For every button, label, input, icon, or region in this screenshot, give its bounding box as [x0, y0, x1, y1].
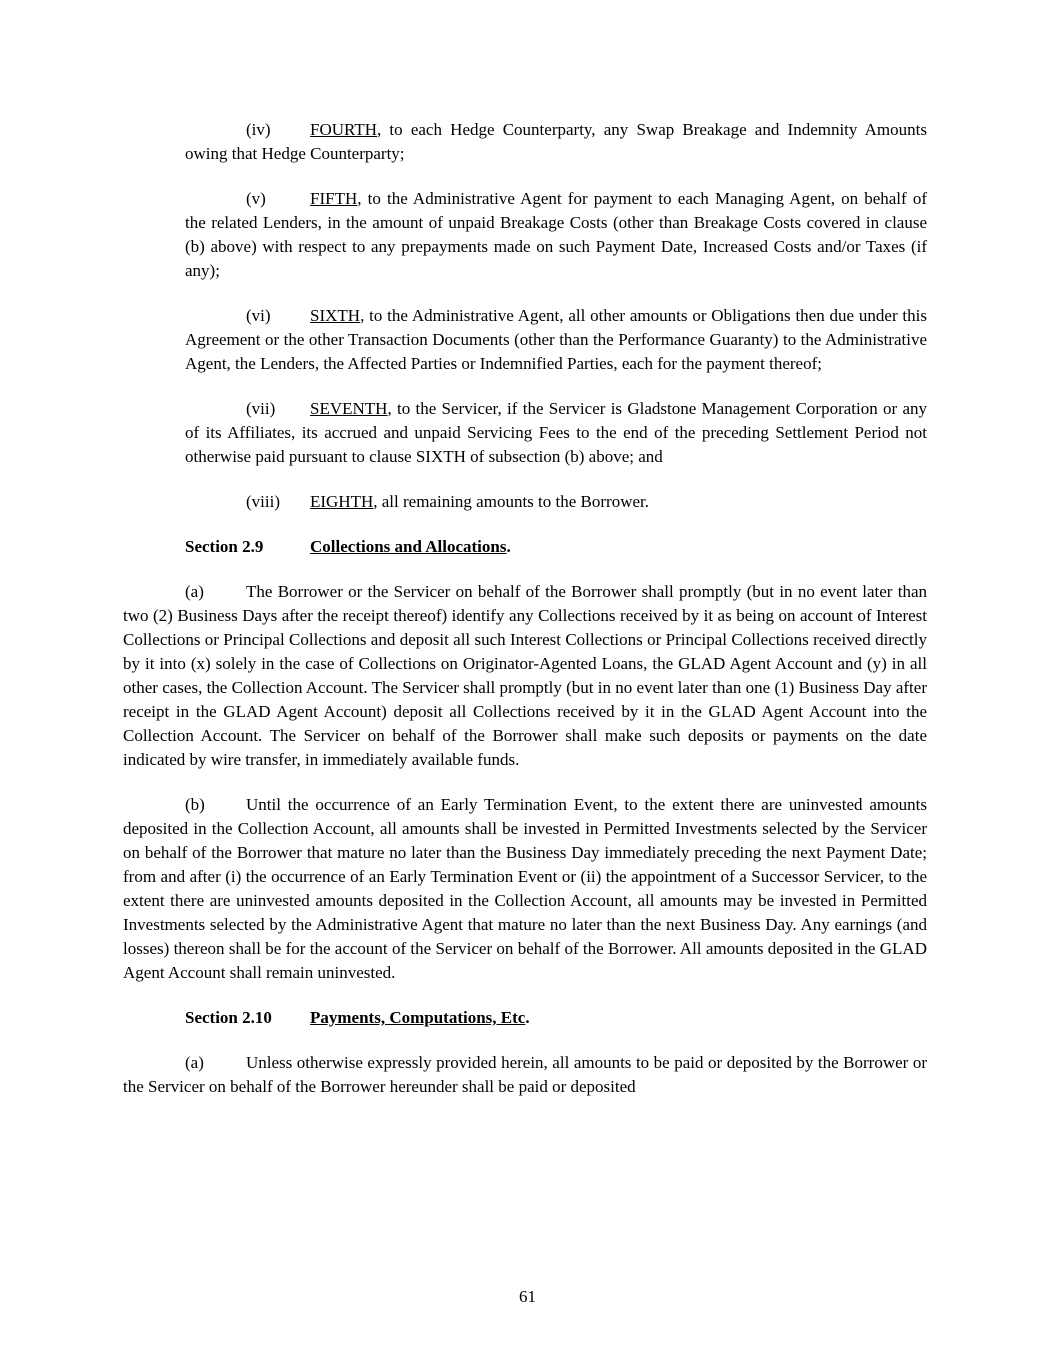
clause-term: FOURTH — [310, 120, 377, 139]
clause-fifth — [185, 187, 927, 283]
clause-fourth — [185, 118, 927, 166]
section-2-9-number: Section 2.9 — [185, 537, 264, 556]
section-2-10-paragraph-a — [123, 1051, 927, 1099]
section-2-9-heading — [185, 535, 927, 559]
clause-text: , to the Administrative Agent, all other amounts or Obligations then due under this Agreement or the other Transaction Documents (other than the Performance Guaranty) to the Administrative Agent, the Lenders, the Affected Parties or Indemnified Parties, each for the payment thereof; — [185, 306, 927, 373]
clause-number: (vi) — [246, 306, 271, 325]
section-2-10-title: Payments, Computations, Etc — [310, 1008, 526, 1027]
clause-text: , to each Hedge Counterparty, any Swap Breakage and Indemnity Amounts owing that Hedge Counterparty; — [185, 120, 927, 163]
clause-number: (vii) — [246, 399, 276, 418]
section-2-9-paragraph-a — [123, 580, 927, 772]
paragraph-text: Until the occurrence of an Early Termination Event, to the extent there are uninvested amounts deposited in the Collection Account, all amounts shall be invested in Permitted Investments selected by the Servicer on behalf of the Borrower that mature no later than the Business Day immediately preceding the next Payment Date; from and after (i) the occurrence of an Early Termination Event or (ii) the appointment of a Successor Servicer, to the extent there are uninvested amounts deposited in the Collection Account, all amounts may be invested in Permitted Investments selected by the Administrative Agent that mature no later than the next Business Day. Any earnings (and losses) thereon shall be for the account of the Servicer on behalf of the Borrower. All amounts deposited in the GLAD Agent Account shall remain uninvested. — [123, 795, 927, 982]
section-2-9-title-period: . — [506, 537, 511, 556]
paragraph-text: The Borrower or the Servicer on behalf of the Borrower shall promptly (but in no event later than two (2) Business Days after the receipt thereof) identify any Collections received by it as being on account of Interest Collections or Principal Collections and deposit all such Interest Collections or Principal Collections received directly by it into (x) solely in the case of Collections on Originator-Agented Loans, the GLAD Agent Account and (y) in all other cases, the Collection Account. The Servicer shall promptly (but in no event later than one (1) Business Day after receipt in the GLAD Agent Account) deposit all Collections received by it in the GLAD Agent Account into the Collection Account. The Servicer on behalf of the Borrower shall make such deposits or payments on the date indicated by wire transfer, in immediately available funds. — [123, 582, 927, 769]
paragraph-label: (b) — [185, 795, 205, 814]
paragraph-text: Unless otherwise expressly provided herein, all amounts to be paid or deposited by the Borrower or the Servicer on behalf of the Borrower hereunder shall be paid or deposited — [123, 1053, 927, 1096]
section-2-9-title: Collections and Allocations — [310, 537, 507, 556]
clause-term: SIXTH — [310, 306, 361, 325]
clause-term: FIFTH — [310, 189, 358, 208]
section-2-10-number: Section 2.10 — [185, 1008, 272, 1027]
clause-text: , to the Administrative Agent for payment to each Managing Agent, on behalf of the related Lenders, in the amount of unpaid Breakage Costs (other than Breakage Costs covered in clause (b) above) with respect to any prepayments made on such Payment Date, Increased Costs and/or Taxes (if any); — [185, 189, 927, 280]
page-number: 61 — [519, 1287, 536, 1306]
paragraph-label: (a) — [185, 1053, 204, 1072]
clause-term: SEVENTH — [310, 399, 388, 418]
section-2-9-paragraph-b — [123, 793, 927, 985]
section-2-10-heading — [185, 1006, 927, 1030]
clause-term: EIGHTH — [310, 492, 374, 511]
clause-eighth — [185, 490, 927, 514]
clause-number: (iv) — [246, 120, 271, 139]
clause-sixth — [185, 304, 927, 376]
section-2-10-title-period: . — [525, 1008, 530, 1027]
clause-number: (v) — [246, 189, 266, 208]
clause-text: , to the Servicer, if the Servicer is Gladstone Management Corporation or any of its Affiliates, its accrued and unpaid Servicing Fees to the end of the preceding Settlement Period not otherwise paid pursuant to clause SIXTH of subsection (b) above; and — [185, 399, 927, 466]
clause-number: (viii) — [246, 492, 280, 511]
paragraph-label: (a) — [185, 582, 204, 601]
clause-text: , all remaining amounts to the Borrower. — [373, 492, 649, 511]
clause-seventh — [185, 397, 927, 469]
